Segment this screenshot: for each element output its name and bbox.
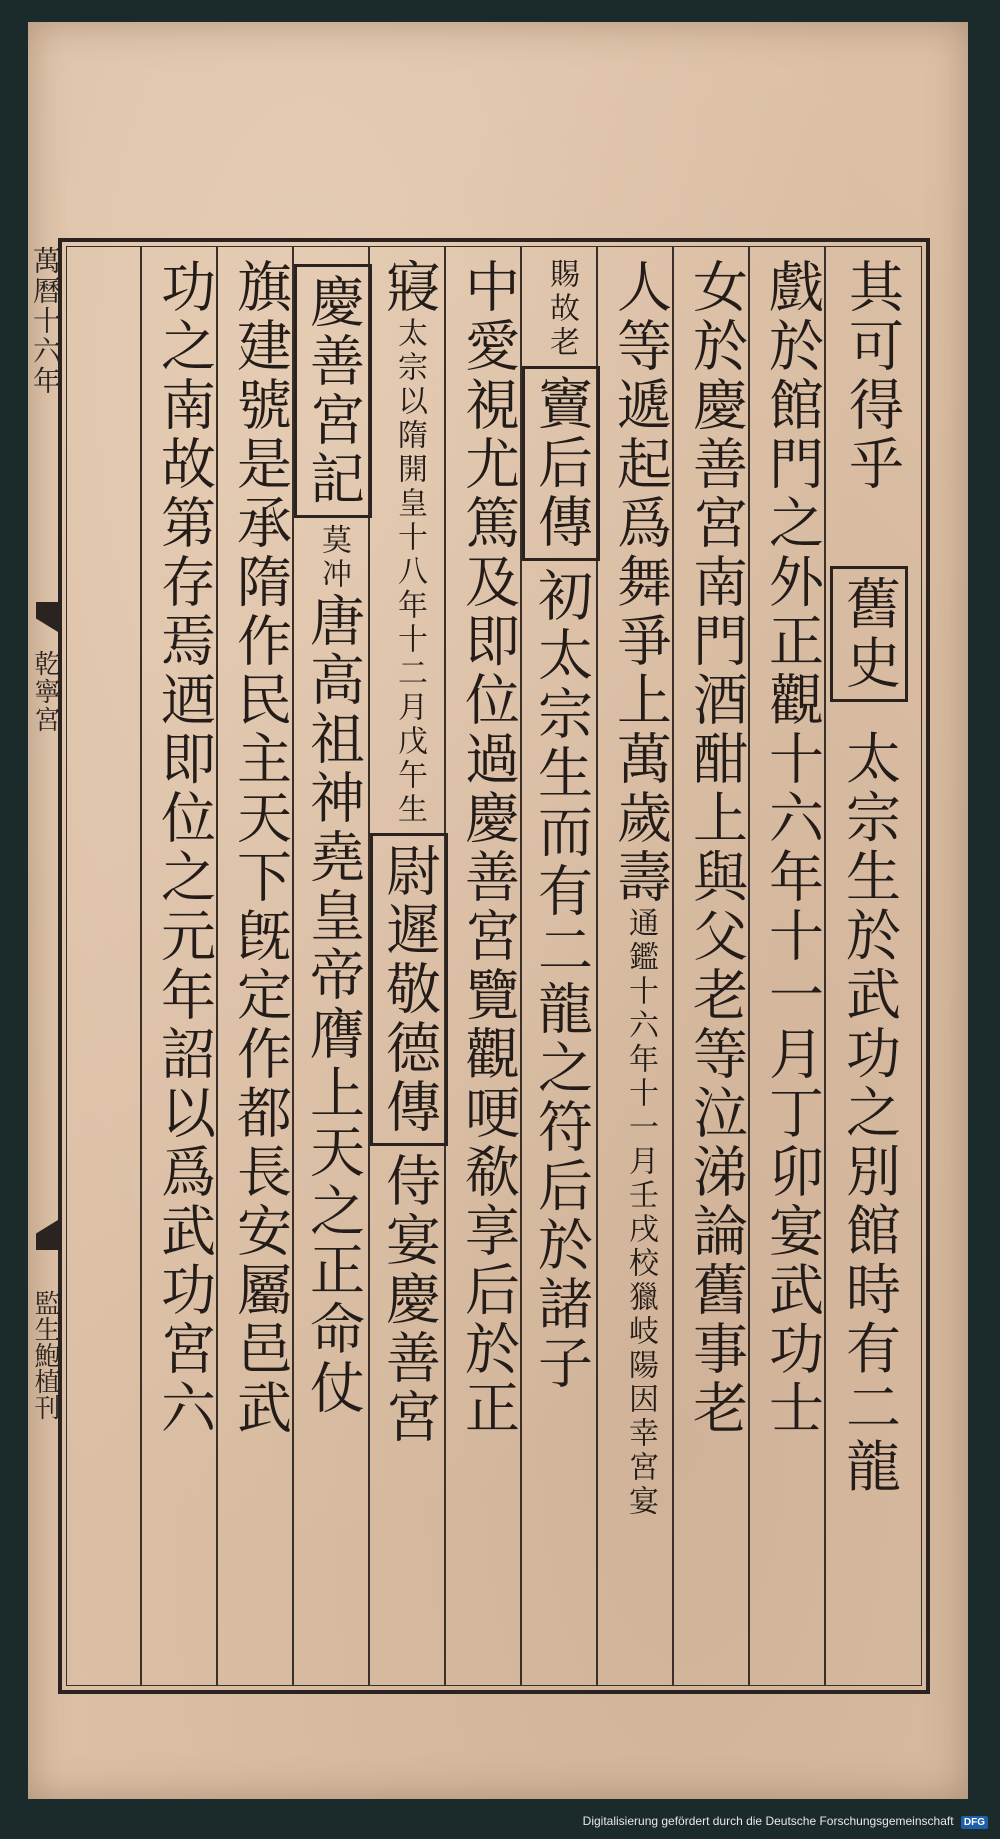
text-column [452, 258, 524, 1438]
text-column [148, 258, 220, 1438]
text-column [756, 258, 828, 1438]
annotation-note: 賜故老 [544, 258, 579, 360]
source-label-box: 慶善宮記 [294, 264, 372, 518]
column-text: 其可得乎 [840, 258, 904, 494]
column-text: 中愛視尤篤及即位過慶善宮覽觀哽欷享后於正 [456, 258, 520, 1438]
text-column [224, 258, 296, 1438]
text-column-heading [836, 258, 908, 494]
footer-credit [583, 1814, 988, 1829]
column-rule [140, 246, 142, 1686]
column-text: 初太宗生而有二龍之符后於諸子 [529, 567, 593, 1393]
margin-section: 乾寧宮 [30, 650, 60, 734]
source-label-box: 竇后傳 [522, 366, 600, 561]
margin-title: 萬曆十六年 [29, 246, 62, 396]
column-text: 旗建號是承隋作民主天下旣定作都長安屬邑武 [228, 258, 292, 1438]
column-text: 寢 [377, 258, 441, 317]
column-text: 功之南故第存焉迺即位之元年詔以爲武功宮六 [152, 258, 216, 1438]
source-label-box: 舊史 [830, 566, 908, 702]
column-text: 戲於館門之外正觀十六年十一月丁卯宴武功士 [760, 258, 824, 1438]
text-column-heading-cont [836, 560, 908, 1496]
column-text: 人等遞起爲舞爭上萬歲壽 [608, 258, 672, 907]
column-text: 女於慶善宮南門酒酣上與父老等泣涕論舊事老 [684, 258, 748, 1438]
column-text: 太宗生於武功之別館時有二龍 [837, 729, 901, 1497]
text-column [376, 258, 448, 1447]
footer-credit-text: Digitalisierung gefördert durch die Deutsche Forschungsgemeinschaft [582, 1814, 954, 1828]
source-label-box: 尉遲敬德傳 [370, 833, 448, 1146]
dfg-logo-icon: DFG [961, 1816, 988, 1829]
text-column [680, 258, 752, 1438]
footer-bar [0, 1799, 1000, 1839]
annotation-note: 通鑑十六年十一月壬戌校獵岐陽因幸宮宴 [623, 907, 658, 1519]
margin-bottom-text: 監生鮑植刊 [30, 1290, 60, 1420]
column-text: 唐高祖神堯皇帝膺上天之正命仗 [301, 592, 365, 1418]
text-column [604, 258, 676, 1519]
text-column [300, 258, 372, 1418]
column-text: 侍宴慶善宮 [377, 1152, 441, 1447]
annotation-note: 莫冲 [316, 524, 351, 592]
text-column [528, 258, 600, 1393]
annotation-note: 太宗以隋開皇十八年十二月戊午生 [392, 317, 427, 827]
